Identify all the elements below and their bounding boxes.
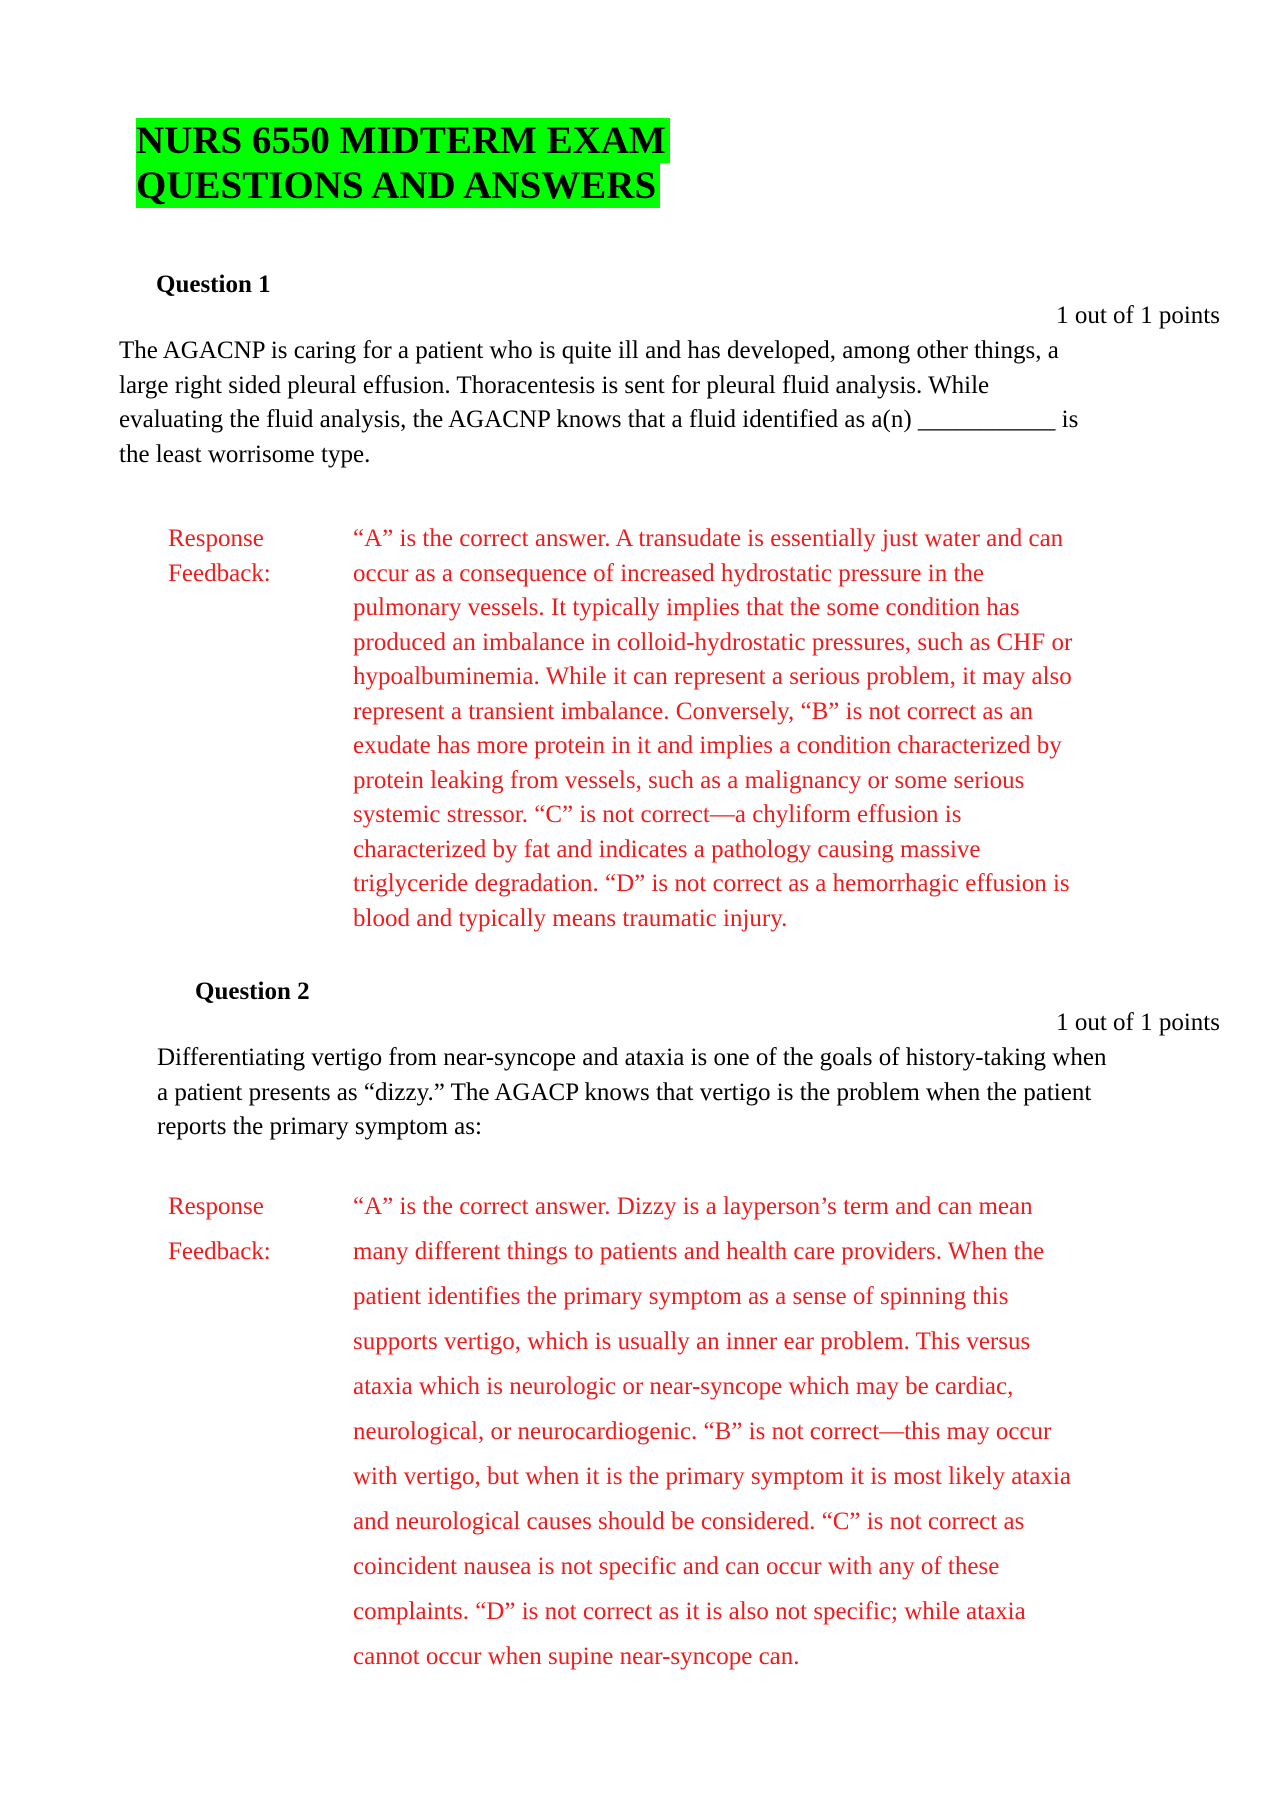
question-text: The AGACNP is caring for a patient who is quite ill and has developed, among other things, a large right sided pleural effusion. Thoracentesis is sent for pleural fluid analysis. While evaluating the fluid analysis, the AGACNP knows that a fluid identified as a(n) ___________ is the least worrisome type. <box>119 337 1079 468</box>
points-score: 1 out of 1 points <box>1056 1009 1220 1036</box>
page-title <box>136 118 670 208</box>
question-label: Question 2 <box>195 978 310 1005</box>
points-score: 1 out of 1 points <box>1056 302 1220 329</box>
response-feedback-text: “A” is the correct answer. Dizzy is a layperson’s term and can mean many different things to patients and health care providers. When the patient identifies the primary symptom as a sense of spinning this supports vertigo, which is usually an inner ear problem. This versus ataxia which is neurologic or near-syncope which may be cardiac, neurological, or neurocardiogenic. “B” is not correct—this may occur with vertigo, but when it is the primary symptom it is most likely ataxia and neurological causes should be considered. “C” is not correct as coincident nausea is not specific and can occur with any of these complaints. “D” is not correct as it is also not specific; while ataxia cannot occur when supine near-syncope can. <box>353 1193 1071 1670</box>
question-text: Differentiating vertigo from near-syncope and ataxia is one of the goals of history-taking when a patient presents as “dizzy.” The AGACP knows that vertigo is the problem when the patient reports the primary symptom as: <box>157 1044 1107 1140</box>
title-line-2: QUESTIONS AND ANSWERS <box>136 163 660 208</box>
title-line-1: NURS 6550 MIDTERM EXAM <box>136 118 670 163</box>
response-feedback-label: Response Feedback: <box>168 525 271 587</box>
response-feedback-label: Response Feedback: <box>168 1193 271 1265</box>
response-feedback-text: “A” is the correct answer. A transudate is essentially just water and can occur as a consequence of increased hydrostatic pressure in the pulmonary vessels. It typically implies that the some condition has produced an imbalance in colloid-hydrostatic pressures, such as CHF or hypoalbuminemia. While it can represent a serious problem, it may also represent a transient imbalance. Conversely, “B” is not correct as an exudate has more protein in it and implies a condition characterized by protein leaking from vessels, such as a malignancy or some serious systemic stressor. “C” is not correct—a chyliform effusion is characterized by fat and indicates a pathology causing massive triglyceride degradation. “D” is not correct as a hemorrhagic effusion is blood and typically means traumatic injury. <box>353 525 1073 932</box>
question-label: Question 1 <box>156 271 271 298</box>
